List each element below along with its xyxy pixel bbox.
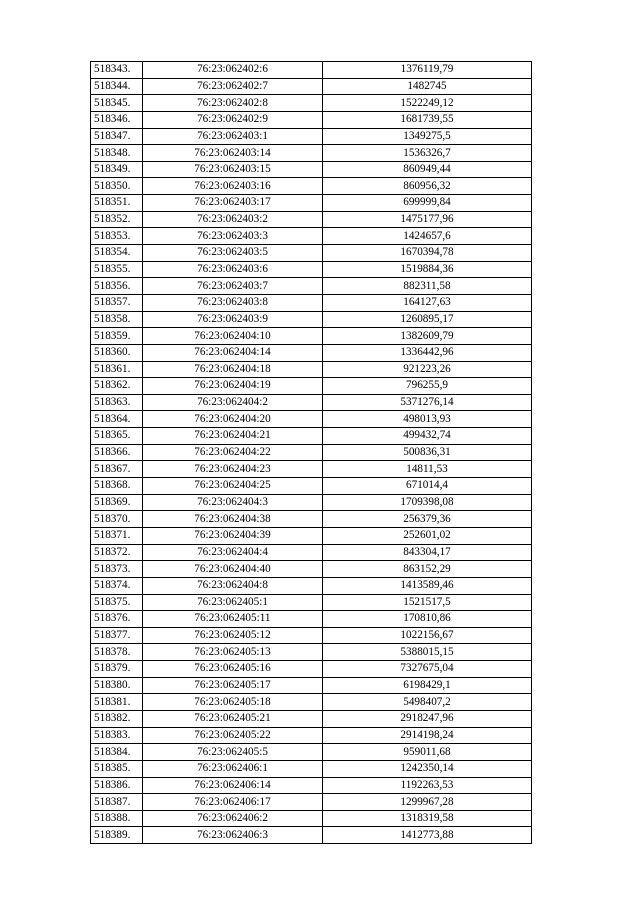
- cadastral-number-cell: 76:23:062404:38: [143, 511, 323, 528]
- row-number-cell: 518387.: [91, 794, 143, 811]
- row-number-cell: 518353.: [91, 228, 143, 245]
- cadastral-number-cell: 76:23:062405:11: [143, 611, 323, 628]
- cadastral-number-cell: 76:23:062404:14: [143, 344, 323, 361]
- cadastral-number-cell: 76:23:062403:2: [143, 211, 323, 228]
- table-row: [91, 594, 532, 611]
- cadastral-value-cell: 5498407,2: [323, 694, 532, 711]
- cadastral-number-cell: 76:23:062404:40: [143, 561, 323, 578]
- cadastral-value-cell: 1260895,17: [323, 311, 532, 328]
- cadastral-value-cell: 1318319,58: [323, 810, 532, 827]
- cadastral-value-cell: 14811,53: [323, 461, 532, 478]
- cadastral-value-cell: 2918247,96: [323, 710, 532, 727]
- row-number-cell: 518371.: [91, 527, 143, 544]
- table-row: [91, 710, 532, 727]
- cadastral-value-cell: 843304,17: [323, 544, 532, 561]
- cadastral-number-cell: 76:23:062403:7: [143, 278, 323, 295]
- cadastral-number-cell: 76:23:062403:1: [143, 128, 323, 145]
- row-number-cell: 518355.: [91, 261, 143, 278]
- table-row: [91, 810, 532, 827]
- cadastral-number-cell: 76:23:062402:7: [143, 78, 323, 95]
- row-number-cell: 518369.: [91, 494, 143, 511]
- cadastral-value-cell: 164127,63: [323, 294, 532, 311]
- table-row: [91, 311, 532, 328]
- table-row: [91, 478, 532, 495]
- row-number-cell: 518376.: [91, 611, 143, 628]
- table-row: [91, 677, 532, 694]
- table-row: [91, 145, 532, 162]
- cadastral-number-cell: 76:23:062404:2: [143, 394, 323, 411]
- table-row: [91, 644, 532, 661]
- cadastral-value-cell: 882311,58: [323, 278, 532, 295]
- cadastral-number-cell: 76:23:062402:9: [143, 111, 323, 128]
- table-row: [91, 760, 532, 777]
- cadastral-value-cell: 1522249,12: [323, 95, 532, 112]
- cadastral-number-cell: 76:23:062403:15: [143, 161, 323, 178]
- cadastral-number-cell: 76:23:062405:22: [143, 727, 323, 744]
- row-number-cell: 518362.: [91, 378, 143, 395]
- row-number-cell: 518352.: [91, 211, 143, 228]
- cadastral-value-cell: 1681739,55: [323, 111, 532, 128]
- cadastral-number-cell: 76:23:062403:14: [143, 145, 323, 162]
- table-row: [91, 694, 532, 711]
- cadastral-number-cell: 76:23:062402:6: [143, 62, 323, 79]
- cadastral-value-cell: 1519884,36: [323, 261, 532, 278]
- cadastral-value-cell: 699999,84: [323, 195, 532, 212]
- cadastral-number-cell: 76:23:062404:4: [143, 544, 323, 561]
- cadastral-value-cell: 1376119,79: [323, 62, 532, 79]
- cadastral-value-cell: 256379,36: [323, 511, 532, 528]
- cadastral-number-cell: 76:23:062403:17: [143, 195, 323, 212]
- cadastral-value-cell: 499432,74: [323, 428, 532, 445]
- cadastral-number-cell: 76:23:062402:8: [143, 95, 323, 112]
- row-number-cell: 518389.: [91, 827, 143, 844]
- cadastral-value-cell: 1336442,96: [323, 344, 532, 361]
- cadastral-value-cell: 671014,4: [323, 478, 532, 495]
- cadastral-value-cell: 1242350,14: [323, 760, 532, 777]
- cadastral-number-cell: 76:23:062406:14: [143, 777, 323, 794]
- table-row: [91, 544, 532, 561]
- row-number-cell: 518358.: [91, 311, 143, 328]
- cadastral-value-cell: 170810,86: [323, 611, 532, 628]
- cadastral-value-cell: 1670394,78: [323, 245, 532, 262]
- cadastral-number-cell: 76:23:062406:3: [143, 827, 323, 844]
- table-row: [91, 361, 532, 378]
- table-row: [91, 261, 532, 278]
- cadastral-value-cell: 1022156,67: [323, 627, 532, 644]
- cadastral-value-cell: 1412773,88: [323, 827, 532, 844]
- cadastral-value-cell: 1192263,53: [323, 777, 532, 794]
- table-row: [91, 611, 532, 628]
- row-number-cell: 518347.: [91, 128, 143, 145]
- table-row: [91, 228, 532, 245]
- table-row: [91, 744, 532, 761]
- table-body: [91, 62, 532, 844]
- cadastral-value-cell: 796255,9: [323, 378, 532, 395]
- cadastral-value-cell: 2914198,24: [323, 727, 532, 744]
- cadastral-value-cell: 1424657,6: [323, 228, 532, 245]
- table-row: [91, 78, 532, 95]
- cadastral-number-cell: 76:23:062406:1: [143, 760, 323, 777]
- row-number-cell: 518348.: [91, 145, 143, 162]
- cadastral-number-cell: 76:23:062405:13: [143, 644, 323, 661]
- row-number-cell: 518375.: [91, 594, 143, 611]
- cadastral-number-cell: 76:23:062405:1: [143, 594, 323, 611]
- row-number-cell: 518346.: [91, 111, 143, 128]
- cadastral-number-cell: 76:23:062404:8: [143, 577, 323, 594]
- table-row: [91, 661, 532, 678]
- row-number-cell: 518364.: [91, 411, 143, 428]
- row-number-cell: 518386.: [91, 777, 143, 794]
- cadastral-number-cell: 76:23:062404:25: [143, 478, 323, 495]
- table-row: [91, 211, 532, 228]
- table-row: [91, 344, 532, 361]
- cadastral-value-cell: 1521517,5: [323, 594, 532, 611]
- row-number-cell: 518385.: [91, 760, 143, 777]
- row-number-cell: 518350.: [91, 178, 143, 195]
- table-row: [91, 178, 532, 195]
- cadastral-value-cell: 6198429,1: [323, 677, 532, 694]
- row-number-cell: 518344.: [91, 78, 143, 95]
- table-row: [91, 444, 532, 461]
- row-number-cell: 518373.: [91, 561, 143, 578]
- cadastral-number-cell: 76:23:062404:22: [143, 444, 323, 461]
- table-row: [91, 62, 532, 79]
- table-row: [91, 378, 532, 395]
- cadastral-value-cell: 498013,93: [323, 411, 532, 428]
- table-row: [91, 195, 532, 212]
- table-row: [91, 428, 532, 445]
- table-row: [91, 328, 532, 345]
- row-number-cell: 518377.: [91, 627, 143, 644]
- cadastral-number-cell: 76:23:062404:10: [143, 328, 323, 345]
- cadastral-number-cell: 76:23:062405:16: [143, 661, 323, 678]
- cadastral-value-table: [90, 61, 532, 844]
- cadastral-value-cell: 921223,26: [323, 361, 532, 378]
- row-number-cell: 518351.: [91, 195, 143, 212]
- row-number-cell: 518354.: [91, 245, 143, 262]
- row-number-cell: 518366.: [91, 444, 143, 461]
- row-number-cell: 518365.: [91, 428, 143, 445]
- table-row: [91, 511, 532, 528]
- row-number-cell: 518388.: [91, 810, 143, 827]
- cadastral-value-cell: 860956,32: [323, 178, 532, 195]
- row-number-cell: 518343.: [91, 62, 143, 79]
- cadastral-value-cell: 1413589,46: [323, 577, 532, 594]
- cadastral-number-cell: 76:23:062404:39: [143, 527, 323, 544]
- cadastral-number-cell: 76:23:062403:9: [143, 311, 323, 328]
- cadastral-number-cell: 76:23:062405:18: [143, 694, 323, 711]
- table-row: [91, 411, 532, 428]
- row-number-cell: 518361.: [91, 361, 143, 378]
- table-row: [91, 95, 532, 112]
- table-row: [91, 278, 532, 295]
- table-row: [91, 627, 532, 644]
- row-number-cell: 518382.: [91, 710, 143, 727]
- cadastral-value-cell: 1536326,7: [323, 145, 532, 162]
- cadastral-value-cell: 863152,29: [323, 561, 532, 578]
- row-number-cell: 518384.: [91, 744, 143, 761]
- table-row: [91, 827, 532, 844]
- table-row: [91, 777, 532, 794]
- row-number-cell: 518357.: [91, 294, 143, 311]
- row-number-cell: 518359.: [91, 328, 143, 345]
- table-row: [91, 111, 532, 128]
- table-row: [91, 394, 532, 411]
- row-number-cell: 518379.: [91, 661, 143, 678]
- row-number-cell: 518378.: [91, 644, 143, 661]
- table-row: [91, 561, 532, 578]
- row-number-cell: 518367.: [91, 461, 143, 478]
- row-number-cell: 518381.: [91, 694, 143, 711]
- cadastral-number-cell: 76:23:062404:3: [143, 494, 323, 511]
- cadastral-value-cell: 860949,44: [323, 161, 532, 178]
- cadastral-value-cell: 1475177,96: [323, 211, 532, 228]
- row-number-cell: 518370.: [91, 511, 143, 528]
- table-row: [91, 294, 532, 311]
- cadastral-value-cell: 1349275,5: [323, 128, 532, 145]
- row-number-cell: 518356.: [91, 278, 143, 295]
- cadastral-value-cell: 1299967,28: [323, 794, 532, 811]
- cadastral-value-cell: 1482745: [323, 78, 532, 95]
- cadastral-number-cell: 76:23:062403:5: [143, 245, 323, 262]
- table-row: [91, 577, 532, 594]
- cadastral-value-cell: 5371276,14: [323, 394, 532, 411]
- cadastral-number-cell: 76:23:062403:16: [143, 178, 323, 195]
- table-row: [91, 727, 532, 744]
- table-row: [91, 461, 532, 478]
- cadastral-number-cell: 76:23:062404:23: [143, 461, 323, 478]
- table-row: [91, 161, 532, 178]
- cadastral-number-cell: 76:23:062404:18: [143, 361, 323, 378]
- cadastral-value-cell: 5388015,15: [323, 644, 532, 661]
- cadastral-number-cell: 76:23:062406:17: [143, 794, 323, 811]
- row-number-cell: 518374.: [91, 577, 143, 594]
- table-row: [91, 494, 532, 511]
- cadastral-value-cell: 959011,68: [323, 744, 532, 761]
- cadastral-number-cell: 76:23:062403:6: [143, 261, 323, 278]
- row-number-cell: 518372.: [91, 544, 143, 561]
- row-number-cell: 518360.: [91, 344, 143, 361]
- cadastral-number-cell: 76:23:062403:8: [143, 294, 323, 311]
- table-row: [91, 128, 532, 145]
- cadastral-value-cell: 7327675,04: [323, 661, 532, 678]
- row-number-cell: 518380.: [91, 677, 143, 694]
- table-row: [91, 794, 532, 811]
- row-number-cell: 518345.: [91, 95, 143, 112]
- cadastral-number-cell: 76:23:062404:21: [143, 428, 323, 445]
- row-number-cell: 518383.: [91, 727, 143, 744]
- cadastral-value-cell: 252601,02: [323, 527, 532, 544]
- row-number-cell: 518368.: [91, 478, 143, 495]
- cadastral-number-cell: 76:23:062404:20: [143, 411, 323, 428]
- cadastral-value-cell: 1382609,79: [323, 328, 532, 345]
- cadastral-number-cell: 76:23:062405:17: [143, 677, 323, 694]
- cadastral-number-cell: 76:23:062405:12: [143, 627, 323, 644]
- row-number-cell: 518349.: [91, 161, 143, 178]
- row-number-cell: 518363.: [91, 394, 143, 411]
- cadastral-number-cell: 76:23:062405:5: [143, 744, 323, 761]
- table-row: [91, 245, 532, 262]
- cadastral-number-cell: 76:23:062404:19: [143, 378, 323, 395]
- cadastral-number-cell: 76:23:062405:21: [143, 710, 323, 727]
- cadastral-value-cell: 1709398,08: [323, 494, 532, 511]
- cadastral-value-cell: 500836,31: [323, 444, 532, 461]
- cadastral-number-cell: 76:23:062406:2: [143, 810, 323, 827]
- table-row: [91, 527, 532, 544]
- cadastral-number-cell: 76:23:062403:3: [143, 228, 323, 245]
